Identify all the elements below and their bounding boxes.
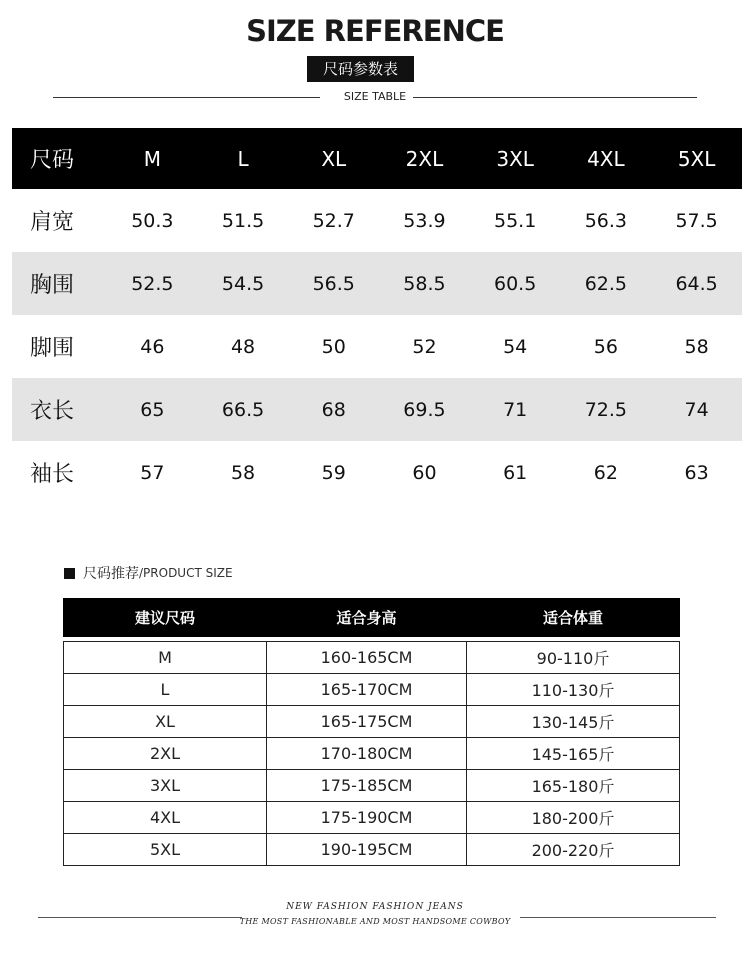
header-cell: 尺码: [12, 128, 107, 189]
table-cell: 62.5: [561, 252, 652, 315]
table-cell: 61: [470, 441, 561, 504]
table-row: [64, 738, 680, 770]
table-cell: 58.5: [379, 252, 470, 315]
header-cell: 5XL: [651, 128, 742, 189]
table-cell: 165-170CM: [267, 674, 467, 706]
page-title: SIZE REFERENCE: [246, 14, 504, 48]
table-row: [64, 770, 680, 802]
table-cell: 56.3: [561, 189, 652, 252]
table-row: [12, 441, 742, 504]
size-recommendation-table: [63, 598, 680, 866]
product-size-heading-cn: 尺码推荐: [83, 566, 139, 582]
table-cell: 48: [198, 315, 289, 378]
table-cell: 69.5: [379, 378, 470, 441]
table-cell: 110-130斤: [467, 674, 680, 706]
table-cell: 56.5: [288, 252, 379, 315]
table-cell: 68: [288, 378, 379, 441]
header-cell: 建议尺码: [64, 599, 267, 637]
header-cell: 2XL: [379, 128, 470, 189]
table-cell: 3XL: [64, 770, 267, 802]
table-row: [12, 189, 742, 252]
table-cell: 50.3: [107, 189, 198, 252]
table-cell: 54: [470, 315, 561, 378]
row-label: 脚围: [12, 315, 107, 378]
square-bullet-icon: [64, 568, 75, 579]
table-cell: 200-220斤: [467, 834, 680, 866]
table-cell: 71: [470, 378, 561, 441]
table-cell: 55.1: [470, 189, 561, 252]
table-cell: L: [64, 674, 267, 706]
subtitle-badge: 尺码参数表: [307, 56, 414, 82]
header-cell: 4XL: [561, 128, 652, 189]
caption-divider-right: [413, 97, 697, 98]
header-cell: M: [107, 128, 198, 189]
table-cell: 190-195CM: [267, 834, 467, 866]
table-row: [64, 674, 680, 706]
row-label: 肩宽: [12, 189, 107, 252]
table-cell: 53.9: [379, 189, 470, 252]
table-cell: 180-200斤: [467, 802, 680, 834]
table-row: [64, 834, 680, 866]
table-cell: 2XL: [64, 738, 267, 770]
table-cell: 51.5: [198, 189, 289, 252]
table-row: [12, 378, 742, 441]
table-row: [64, 642, 680, 674]
footer-slogan: NEW FASHION FASHION JEANS: [286, 902, 464, 912]
table-cell: 72.5: [561, 378, 652, 441]
table-cell: 160-165CM: [267, 642, 467, 674]
table-cell: 50: [288, 315, 379, 378]
table-cell: XL: [64, 706, 267, 738]
table-cell: 59: [288, 441, 379, 504]
row-label: 衣长: [12, 378, 107, 441]
table-cell: 58: [651, 315, 742, 378]
table-cell: 4XL: [64, 802, 267, 834]
table-cell: 145-165斤: [467, 738, 680, 770]
table-cell: 52: [379, 315, 470, 378]
table-cell: 60.5: [470, 252, 561, 315]
size-table-header-row: [12, 128, 742, 189]
table-cell: 165-175CM: [267, 706, 467, 738]
size-parameter-table: [12, 128, 742, 504]
table-cell: 130-145斤: [467, 706, 680, 738]
table-row: [12, 252, 742, 315]
table-cell: 64.5: [651, 252, 742, 315]
product-size-heading-en: /PRODUCT SIZE: [139, 566, 233, 580]
header-cell: L: [198, 128, 289, 189]
table-row: [12, 315, 742, 378]
table-cell: 65: [107, 378, 198, 441]
table-cell: 90-110斤: [467, 642, 680, 674]
table-cell: 66.5: [198, 378, 289, 441]
table-cell: 52.5: [107, 252, 198, 315]
table-cell: 57: [107, 441, 198, 504]
header-cell: 3XL: [470, 128, 561, 189]
footer-tagline: THE MOST FASHIONABLE AND MOST HANDSOME COWBOY: [239, 917, 511, 926]
table-row: [64, 802, 680, 834]
table-cell: 54.5: [198, 252, 289, 315]
table-cell: 60: [379, 441, 470, 504]
table-cell: 62: [561, 441, 652, 504]
header-cell: XL: [288, 128, 379, 189]
table-row: [64, 706, 680, 738]
table-cell: 5XL: [64, 834, 267, 866]
table-cell: 57.5: [651, 189, 742, 252]
row-label: 胸围: [12, 252, 107, 315]
table-cell: 52.7: [288, 189, 379, 252]
table-cell: 175-185CM: [267, 770, 467, 802]
table-cell: 46: [107, 315, 198, 378]
table-cell: 165-180斤: [467, 770, 680, 802]
recommend-header-row: [64, 599, 680, 637]
product-size-heading: [64, 563, 233, 583]
footer-divider-right: [520, 917, 716, 918]
table-caption: SIZE TABLE: [343, 90, 407, 103]
table-cell: M: [64, 642, 267, 674]
table-cell: 58: [198, 441, 289, 504]
header-cell: 适合身高: [267, 599, 467, 637]
table-cell: 74: [651, 378, 742, 441]
table-cell: 63: [651, 441, 742, 504]
row-label: 袖长: [12, 441, 107, 504]
table-cell: 56: [561, 315, 652, 378]
header-cell: 适合体重: [467, 599, 680, 637]
table-cell: 170-180CM: [267, 738, 467, 770]
table-cell: 175-190CM: [267, 802, 467, 834]
